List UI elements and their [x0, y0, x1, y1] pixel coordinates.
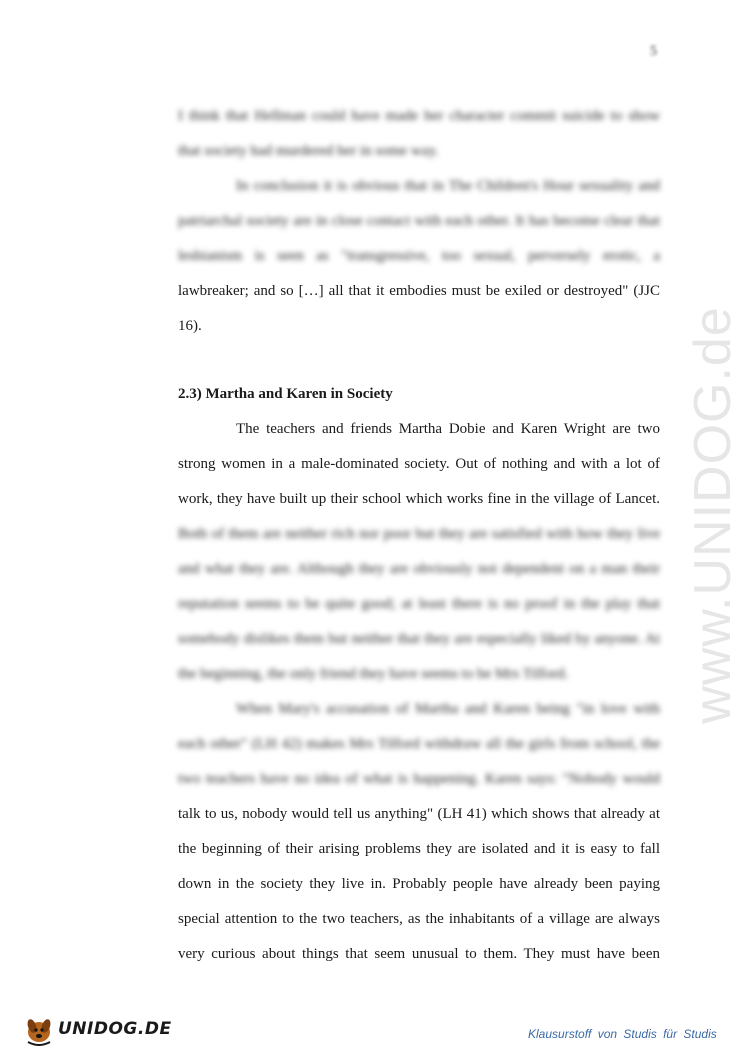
text-line: special attention to the two teachers, as the inhabitants of a village are always — [178, 911, 660, 927]
section-heading: 2.3) Martha and Karen in Society — [178, 386, 393, 402]
text-line: very curious about things that seem unusual to them. They must have been — [178, 946, 660, 962]
text-line: talk to us, nobody would tell us anything" (LH 41) which shows that already at — [178, 806, 660, 822]
blurred-line: the beginning, the only friend they have seems to be Mrs Tilford. — [178, 666, 569, 682]
text-line: strong women in a male-dominated society. Out of nothing and with a lot of — [178, 456, 660, 472]
blurred-line: reputation seems to be quite good; at least there is no proof in the play that — [178, 596, 660, 612]
text-line: lawbreaker; and so […] all that it embodies must be exiled or destroyed" (JJC — [178, 283, 660, 299]
text-line: the beginning of their arising problems they are isolated and it is easy to fall — [178, 841, 660, 857]
page-number: 5 — [650, 44, 657, 59]
blurred-line: and what they are. Although they are obviously not dependent on a man their — [178, 561, 660, 577]
text-line: The teachers and friends Martha Dobie and Karen Wright are two — [236, 421, 660, 437]
text-line: work, they have built up their school which works fine in the village of Lancet. — [178, 491, 660, 507]
blurred-line: Both of them are neither rich nor poor but they are satisfied with how they live — [178, 526, 660, 542]
watermark — [683, 280, 743, 750]
blurred-line: When Mary's accusation of Martha and Karen being "in love with — [236, 701, 660, 717]
text-line: down in the society they live in. Probably people have already been paying — [178, 876, 660, 892]
unidog-logo[interactable] — [22, 1012, 172, 1046]
text-line: 16). — [178, 318, 202, 334]
blurred-line: that society had murdered her in some way. — [178, 143, 439, 159]
blurred-line: each other" (LH 42) makes Mrs Tilford withdraw all the girls from school, the — [178, 736, 660, 752]
footer-tagline: Klausurstoff von Studis für Studis — [528, 1027, 717, 1041]
brand-text: UNIDOG.DE — [58, 1019, 172, 1039]
watermark-text: www.UNIDOG.de — [684, 306, 742, 724]
blurred-line: somebody dislikes them but neither that they are especially liked by anyone. At — [178, 631, 660, 647]
blurred-line: lesbianism is seen as "transgressive, too sexual, perversely erotic, a — [178, 248, 660, 264]
blurred-line: patriarchal society are in close contact with each other. It has become clear that — [178, 213, 660, 229]
dog-icon — [22, 1012, 56, 1046]
blurred-line: two teachers have no idea of what is happening. Karen says: "Nobody would — [178, 771, 660, 787]
blurred-line: I think that Hellman could have made her character commit suicide to show — [178, 108, 660, 124]
blurred-line: In conclusion it is obvious that in The Children's Hour sexuality and — [236, 178, 660, 194]
